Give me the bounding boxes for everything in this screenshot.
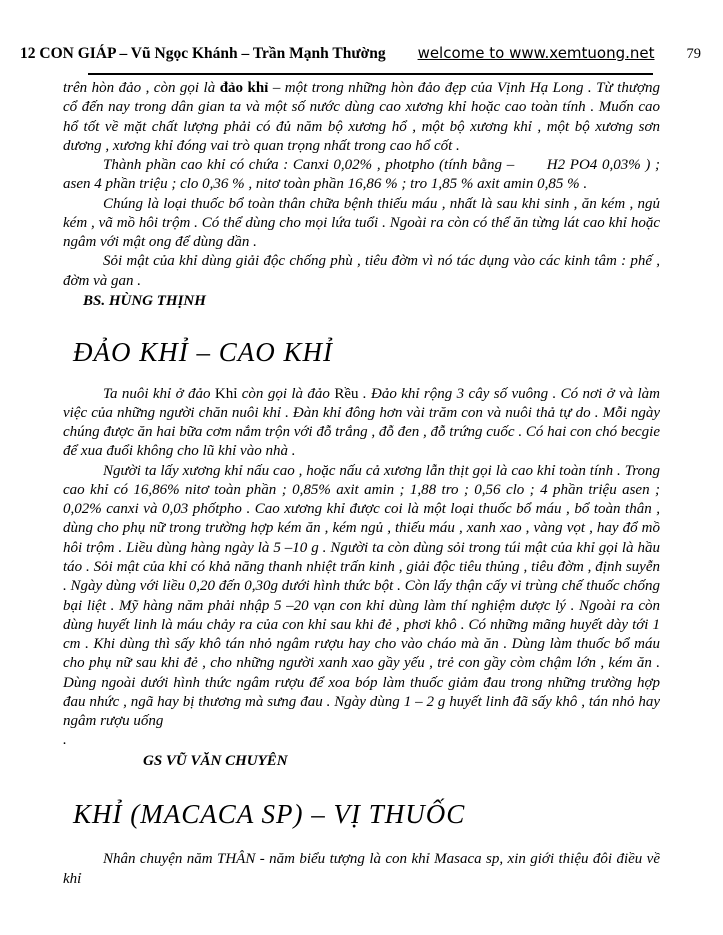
page-content	[63, 79, 660, 889]
paragraph-continuation	[63, 79, 660, 156]
author-signature-vu-van-chuyen: GS VŨ VĂN CHUYÊN	[143, 752, 288, 769]
paragraph-text: trên hòn đảo , còn gọi là	[63, 80, 220, 96]
section-heading-khi-macaca: KHỈ (MACACA SP) – VỊ THUỐC	[73, 798, 466, 829]
paragraph-period-line: .	[63, 732, 67, 749]
paragraph-cao-khi-composition: Thành phần cao khỉ có chứa : Canxi 0,02% , photpho (tính bằng – H2 PO4 0,03% ) ; asen 4 phần triệu ; clo 0,36 % , nitơ toàn phần 16,86 % ; tro 1,85 % axit amin 0,85 % .	[63, 157, 660, 193]
paragraph-year-of-monkey-intro: Nhân chuyện năm THÂN - năm biểu tượng là con khỉ Masaca sp, xin giới thiệu đôi điều về khỉ	[63, 851, 660, 887]
paragraph-text: còn gọi là đảo	[237, 385, 335, 402]
section-heading-dao-khi-cao-khi: ĐẢO KHỈ – CAO KHỈ	[73, 337, 333, 368]
site-link[interactable]: welcome to www.xemtuong.net	[417, 44, 655, 62]
author-signature-hung-thinh: BS. HÙNG THỊNH	[83, 292, 206, 309]
header-rule	[88, 73, 653, 75]
paragraph-cao-khi-medicine: Người ta lấy xương khỉ nấu cao , hoặc nấu cả xương lẫn thịt gọi là cao khỉ toàn tính . Trong cao khỉ có 16,86% nitơ toàn phần ; 0,85% axit amin ; 1,88 tro ; 0,56 clo ; 4 phần triệu asen ; 0,02% canxi và 0,03 phốtpho . Cao xương khỉ được coi là một loại thuốc bổ máu , bổ toàn thân , dùng cho phụ nữ trong trường hợp kém ăn , kém ngủ , thiếu máu , xanh xao , vàng vọt , hay đổ mồ hôi trộm . Liều dùng hàng ngày là 5 –10 g . Người ta còn dùng sỏi trong túi mật của khỉ gọi là hầu táo . Sỏi mật của khỉ có khả năng thanh nhiệt trấn kinh , giải độc tiêu thủng , tiêu đờm , định suyễn . Ngày dùng với liều 0,20 đến 0,30g dưới hình thức bột . Còn lấy thận cấy vi trùng chế thuốc chống bại liệt . Mỹ hàng năm phải nhập 5 –20 vạn con khỉ dùng làm thí nghiệm dược lý . Ngoài ra còn dùng huyết linh là máu chảy ra của con khỉ sau khi đẻ , phơi khô . Có những mãng huyết dày tới 1 cm . Khi dùng thì sấy khô tán nhỏ ngâm rượu hay cho vào cháo mà ăn . Dùng làm thuốc bổ máu cho phụ nữ sau khi đẻ , cho những người xanh xao gầy yếu , trẻ con gầy còm chậm lớn , kém ăn . Dùng ngoài dưới hình thức ngâm rượu để xoa bóp làm thuốc giảm đau trong những trường hợp đau nhức , ngã hay bị thương mà sưng đau . Ngày dùng 1 – 2 g huyết linh đã sấy khô , tán nhỏ hay ngâm rượu uống	[63, 462, 660, 730]
page-number: 79	[686, 46, 701, 62]
paragraph-text: Ta nuôi khỉ ở đảo	[103, 385, 215, 402]
paragraph-text: – một trong những hòn đảo đẹp của Vịnh Hạ Long . Từ thượng cổ đến nay trong dân gian ta và một số nước dùng cao xương khỉ hoặc cao toàn tính . Muốn cao hổ tốt về mặt chất lượng phải có đủ năm bộ xương hổ , một bộ xương khỉ , một bộ xương sơn dương , xương khỉ đóng vai trò quan trọng nhất trong cao hổ cốt .	[63, 80, 660, 154]
paragraph-tonic-uses: Chúng là loại thuốc bổ toàn thân chữa bệnh thiếu máu , nhất là sau khi sinh , ăn kém , ngủ kém , vã mồ hôi trộm . Có thể dùng cho mọi lứa tuổi . Ngoài ra còn có thể ăn từng lát cao khỉ hoặc ngâm với mật ong để dùng dần .	[63, 195, 660, 251]
paragraph-text: . Đảo khỉ rộng 3 cây số vuông . Có nơi ở và làm việc của những người chăn nuôi khỉ . Đàn khỉ đông hơn vài trăm con và nuôi thả tự do . Mỗi ngày chúng được ăn hai bữa cơm nắm trộn với đỗ trắng , đỗ đen , đỗ trứng cuốc . Có hai con chó becgie để xua đuổi không cho lũ khỉ vào nhà .	[63, 385, 660, 460]
page-header	[0, 0, 723, 63]
paragraph-monkey-island	[63, 385, 660, 462]
upright-term-khi: Khỉ	[214, 385, 238, 402]
paragraph-gallstone-uses: Sỏi mật của khỉ dùng giải độc chống phù , tiêu đờm vì nó tác dụng vào các kinh tâm : phế , đờm và gan .	[63, 253, 660, 289]
upright-term-reu: Rều	[334, 385, 359, 402]
book-header-title: 12 CON GIÁP – Vũ Ngọc Khánh – Trần Mạnh Thường	[20, 45, 386, 62]
bold-term-dao-khi: đảo khỉ	[219, 80, 269, 96]
